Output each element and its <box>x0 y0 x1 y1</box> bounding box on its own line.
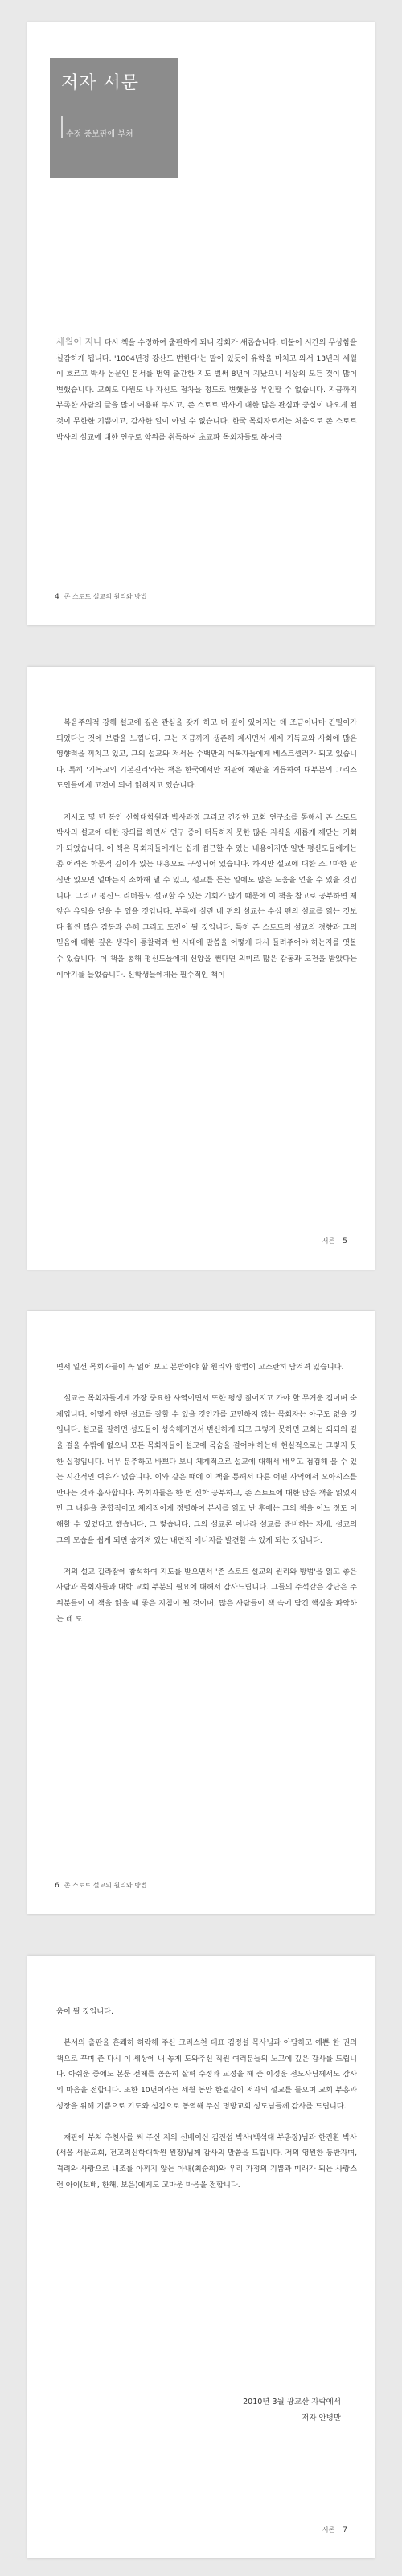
page-number: 5 <box>343 1237 347 1245</box>
body-text <box>56 715 357 983</box>
paragraph: 본서의 출판을 흔쾌히 허락해 주신 크리스천 대표 김정설 목사님과 아담하고 예쁜 한 권의 책으로 꾸며 준 다시 이 세상에 내 놓게 도와주신 직원 여러분들의 노고에 깊은 감사를 드립니다. 아쉬운 중에도 본문 전체를 꼼꼼히 살펴 수정과 교정을 해 준 이정운 전도사님께서도 감사의 마음을 전합니다. 또한 10년이라는 세월 동안 한결같이 저자의 설교를 들으며 교회 부흥과 성장을 위해 기쁨으로 기도와 섬김으로 동역해 주신 명방교회 성도님들께 감사를 드립니다. <box>56 2038 357 2111</box>
running-title: 존 스토트 설교의 원리와 방법 <box>64 593 147 600</box>
signature-author: 저자 안병만 <box>302 2414 341 2423</box>
page-number: 4 <box>55 593 59 601</box>
page-4 <box>27 22 375 625</box>
page-6 <box>27 1311 375 1914</box>
body-text <box>56 2004 357 2193</box>
title-divider <box>61 116 63 138</box>
paragraph: 움이 될 것입니다. <box>56 2007 113 2016</box>
signature-date: 2010년 3월 광교산 자락에서 <box>243 2398 341 2406</box>
page-number: 7 <box>343 2526 347 2534</box>
paragraph: 저서도 몇 년 동안 신학대학원과 박사과정 그리고 건강한 교회 연구소를 통해서 존 스토트 박사의 설교에 대한 강의를 하면서 연구 중에 터득하지 못한 많은 지식을 새롭게 깨닫는 기회가 되었습니다. 이 책은 목회자들에게는 쉽게 접근할 수 있는 내용이지만 일반 평신도들에게는 좀 어려운 학문적 깊이가 있는 내용으로 구성되어 있습니다. 하지만 설교에 대한 조그마한 관심만 있으면 얼마든지 소화해 낼 수 있고, 설교를 듣는 일에도 많은 도움을 얻을 수 있을 것입니다. 그리고 평신도 리더들도 설교할 수 있는 기회가 많기 때문에 이 책을 참고로 공부하면 제 앞은 유익을 얻을 수 있을 것입니다. 부록에 실린 네 편의 설교는 수십 편의 설교를 읽는 것보다 훨씬 많은 감동과 은혜 그리고 도전이 될 것입니다. 특히 존 스토트의 설교의 경향과 그의 믿음에 대한 깊은 생각이 통찰력과 현 시대에 말씀을 어떻게 다시 들려주어야 하는지를 엿볼 수 있습니다. 이 책을 통해 평신도들에게 신앙을 뺀다면 의미로 많은 감동과 도전을 받았다는 이야기를 들었습니다. 신학생들에게는 필수적인 책이 <box>56 812 357 979</box>
page-7 <box>27 1956 375 2558</box>
page-5 <box>27 667 375 1270</box>
lead-phrase: 세월이 지나 <box>56 337 102 347</box>
page-footer <box>322 2525 347 2534</box>
signature-block <box>243 2394 341 2427</box>
body-text <box>56 334 357 445</box>
page-number: 6 <box>55 1882 59 1890</box>
paragraph-text: 다시 책을 수정하여 출판하게 되니 감회가 새롭습니다. 더불어 시간의 무상함을 실감하게 됩니다. '1004년경 강산도 변한다'는 말이 있듯이 유학을 마치고 와서 13년의 세월이 흐르고 박사 논문인 본서를 번역 출간한 지도 벌써 8년이 지났으니 세상의 모든 것이 많이 변했습니다. 교회도 다원도 나 자신도 점차들 정도로 변했음을 부인할 수 없습니다. 지금까지 부족한 사람의 글을 많이 애용해 주시고, 존 스토트 박사에 대한 많은 관심과 긍심이 나오게 된 것이 무한한 기쁨이고, 감사한 일이 아닐 수 없습니다. 한국 목회자로서는 처음으로 존 스토트 박사의 설교에 대한 연구로 학위를 취득하여 초교파 목회자들로 하여금 <box>56 338 357 442</box>
page-footer <box>55 592 147 601</box>
running-title: 존 스토트 설교의 원리와 방법 <box>64 1882 147 1889</box>
page-footer <box>322 1237 347 1245</box>
paragraph: 복음주의적 강해 설교에 깊은 관심을 갖게 하고 더 깊이 있어지는 데 조금이나마 긴밀이가 되었다는 것에 보람을 느낍니다. 그는 지금까지 생존해 계시면서 세계 기독교와 사회에 많은 영향력을 끼치고 있고, 그의 설교와 저서는 수백만의 애독자들에게 베스트셀러가 되고 있습니다. 특히 '기독교의 기본진리'라는 책은 한국에서만 재판에 재판을 거듭하여 대부분의 그리스도인들에게 고전이 되어 읽혀지고 있습니다. <box>56 718 357 791</box>
page-footer <box>55 1881 147 1890</box>
paragraph: 설교는 목회자들에게 가장 중요한 사역이면서 또한 평생 짊어지고 가야 할 무거운 짐이며 숙제입니다. 어떻게 하면 설교를 잘할 수 있을 것인가를 고민하지 않는 목회자는 아무도 없을 것입니다. 설교를 잘하면 성도들이 성숙해지면서 변신하게 되고 그렇지 못하면 교회는 외되의 길을 걸을 수밖에 없으니 모든 목회자들이 설교에 목숨을 걸어야 하는데 현실적으로는 그렇지 못한 실정입니다. 너무 분주하고 바쁘다 보니 체계적으로 설교에 대해서 배우고 점검해 볼 수 있는 시간적인 여유가 없습니다. 이와 같은 때에 이 책을 통해서 다른 어떤 사역에서 오아시스를 만나는 것과 흡사합니다. 목회자들은 한 번 신학 공부하고, 존 스토트에 대한 많은 책을 읽었지만 그 내용을 종합적이고 체계적이게 정렬하여 본서를 읽고 난 후에는 그의 책을 어느 정도 이해할 수 있었다고 했습니다. 그 렇습니다. 그의 설교론 이나라 설교를 준비하는 자세, 설교의 그의 모습을 쉽게 되면 숨겨져 있는 내면적 에너지를 발견할 수 있게 되는 것입니다. <box>56 1394 357 1545</box>
paragraph: 재판에 부쳐 추천사를 써 주신 저의 선배이신 김진섭 박사(백석대 부총장)님과 한진환 박사(서울 서문교회, 전고려신학대학원 원장)님께 감사의 말씀을 드립니다. 저의 영원한 동반자며, 격려와 사랑으로 내조를 아끼지 않는 아내(최순희)와 우리 가정의 기쁨과 미래가 되는 사랑스런 아이(보배, 한해, 보은)에게도 고마운 마음을 전합니다. <box>56 2132 357 2190</box>
preface-title-band <box>50 58 178 178</box>
paragraph: 면서 일선 목회자들이 꼭 읽어 보고 본받아야 할 원리와 방법이 고스란히 담겨져 있습니다. <box>56 1363 344 1372</box>
body-text <box>56 1360 357 1627</box>
paragraph <box>56 334 357 445</box>
paragraph: 저의 설교 길라잡에 참석하여 지도를 받으면서 '존 스토트 설교의 원리와 방법'을 읽고 좋은 사람과 목회자들과 대학 교회 부분의 필요에 대해서 감사드립니다. 그들의 주석같은 강단은 주위분들이 이 책을 읽을 때 좋은 지침이 될 것이며, 많은 사람들이 책 속에 담긴 핵심을 파악하는 데 도 <box>56 1567 357 1624</box>
running-title: 서론 <box>322 1237 335 1245</box>
preface-title: 저자 서문 <box>61 73 140 93</box>
preface-subtitle: 수정 증보판에 부쳐 <box>66 130 133 139</box>
running-title: 서론 <box>322 2526 335 2533</box>
